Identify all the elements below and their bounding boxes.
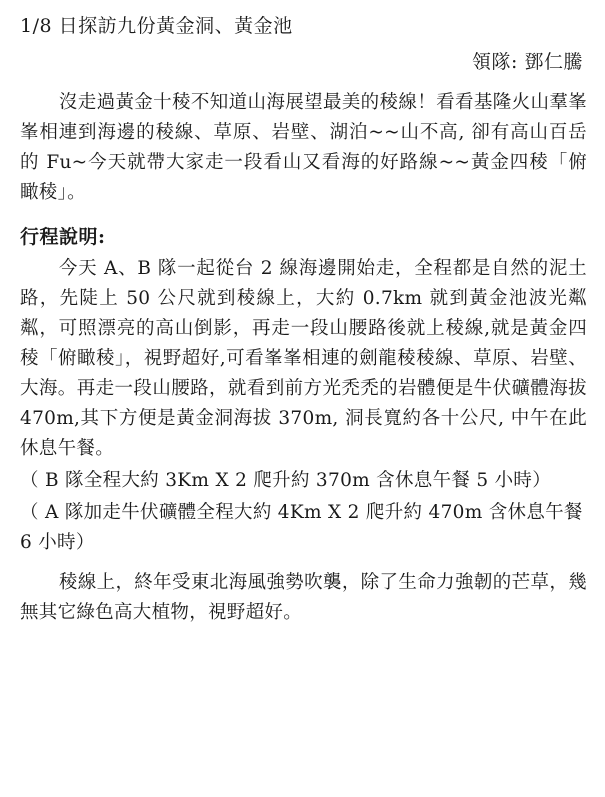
document-byline: 領隊: 鄧仁騰 [472,50,583,73]
note-team-a: （ A 隊加走牛伏礦體全程大約 4Km X 2 爬升約 470m 含休息午餐 6 小時） [20,502,583,554]
intro-paragraph: 沒走過黃金十稜不知道山海展望最美的稜線！看看基隆火山羣峯峯相連到海邊的稜線、草原、岩壁、湖泊~~山不高, 卻有高山百岳的 Fu~今天就帶大家走一段看山又看海的好路線~~黃金四稜「俯瞰稜」。 [20,92,587,204]
section-heading-itinerary: 行程說明: [20,226,106,249]
note-team-b: （ B 隊全程大約 3Km X 2 爬升約 370m 含休息午餐 5 小時） [20,470,551,492]
closing-paragraph: 稜線上，終年受東北海風強勢吹襲，除了生命力強韌的芒草，幾無其它綠色高大植物，視野超好。 [20,572,587,624]
itinerary-paragraph: 今天 A、B 隊一起從台 2 線海邊開始走，全程都是自然的泥土路，先陡上 50 公尺就到稜線上，大約 0.7km 就到黃金池波光粼粼，可照漂亮的高山倒影，再走一段山腰路後就上稜線,就是黃金四稜「俯瞰稜」，視野超好,可看峯峯相連的劍龍稜稜線、草原、岩壁、大海。再走一段山腰路，就看到前方光禿禿的岩體便是牛伏礦體海拔 470m,其下方便是黃金洞海拔 370m, 洞長寬約各十公尺, 中午在此休息午餐。 [20,258,587,460]
document-title: 1/8 日探訪九份黃金洞、黃金池 [20,15,293,37]
